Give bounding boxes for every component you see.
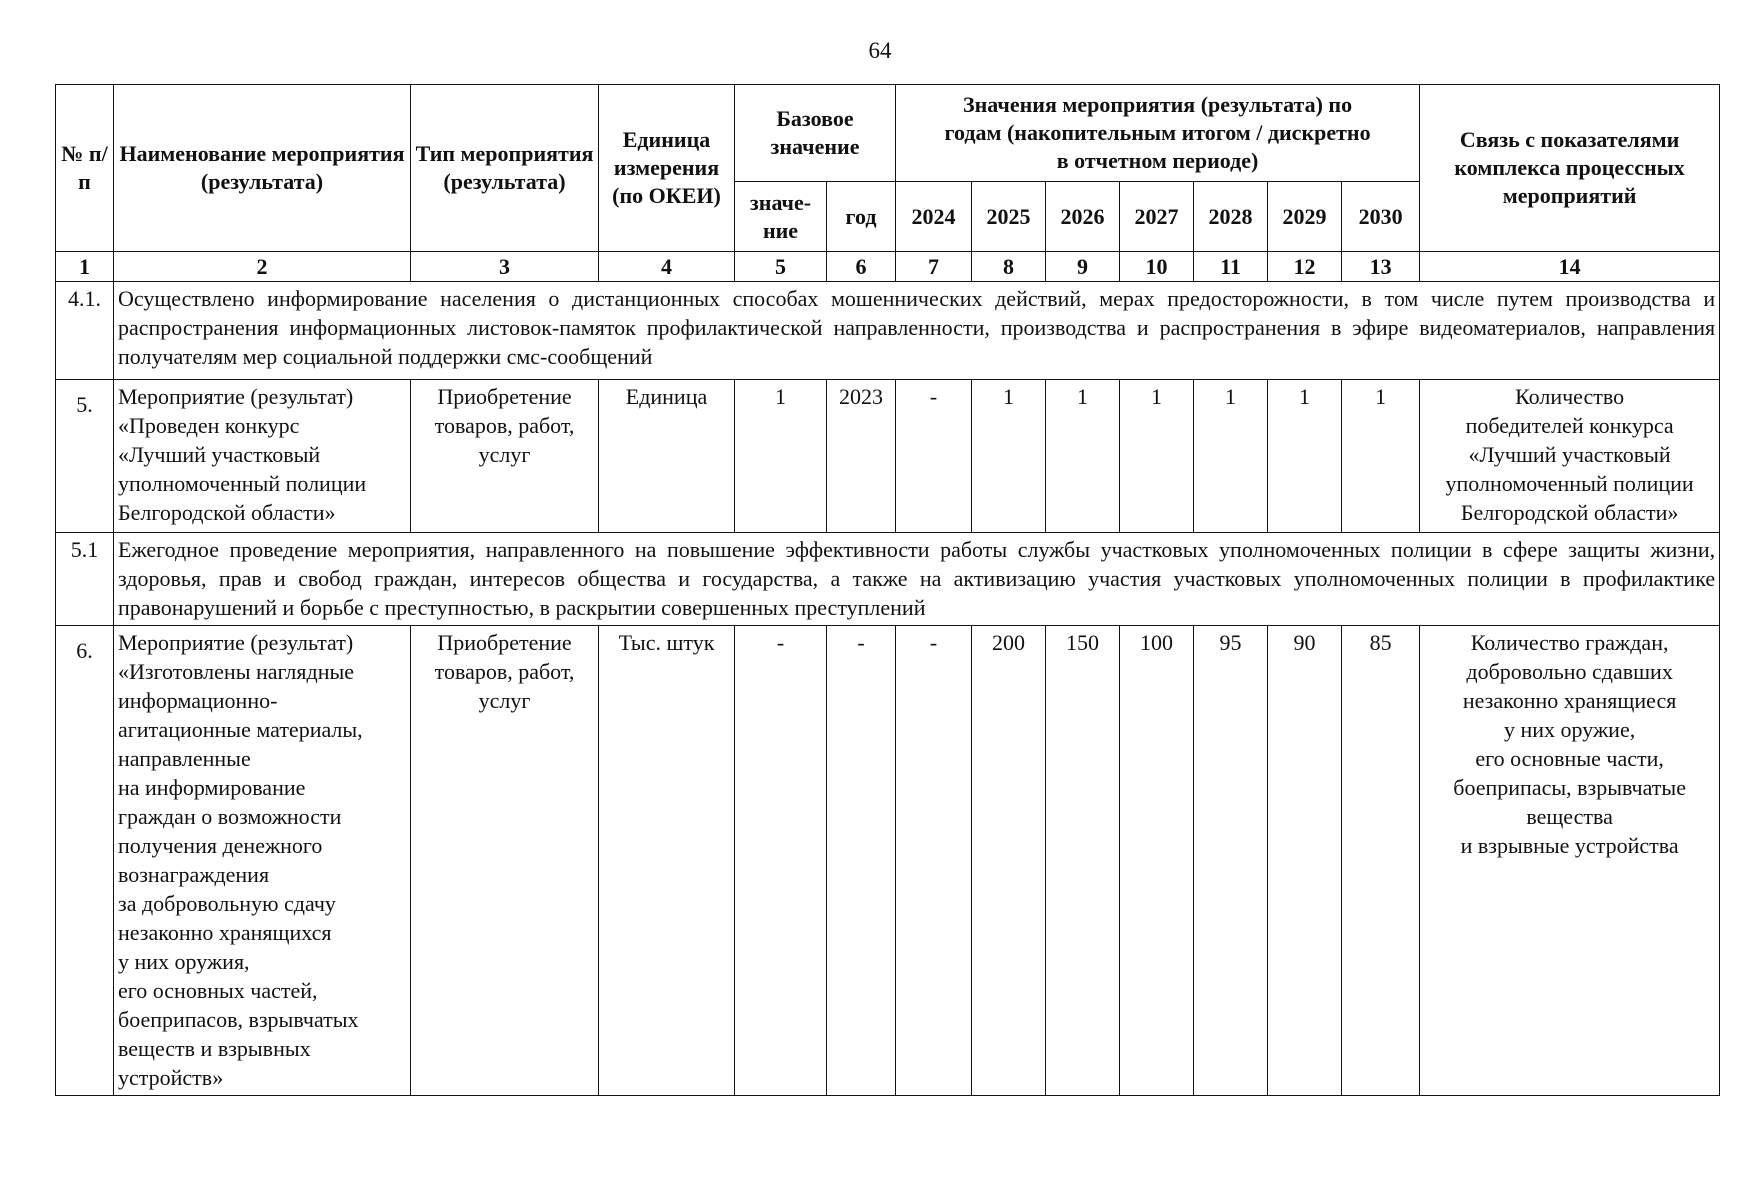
section-num: 5.1 — [56, 533, 114, 626]
section-text: Ежегодное проведение мероприятия, направленного на повышение эффективности работы службы участковых уполномоченных полиции в сфере защиты жизни, здоровья, прав и свобод граждан, интересов общества и государства, а также на активизацию участия участковых уполномоченных полиции в профилактике правонарушений и борьбе с преступностью, в раскрытии совершенных преступлений — [114, 533, 1720, 626]
row-link: Количество граждан, добровольно сдавших незаконно хранящиеся у них оружие, его основные части, боеприпасы, взрывчатые вещества и взрывные устройства — [1420, 626, 1720, 1096]
row-value: 1 — [1120, 380, 1194, 533]
row-base-value: 1 — [735, 380, 827, 533]
row-name: Мероприятие (результат) «Изготовлены наглядные информационно- агитационные материалы, направленные на информирование граждан о возможности получения денежного вознаграждения за добровольную сдачу незаконно хранящихся у них оружия, его основных частей, боеприпасов, взрывчатых веществ и взрывных устройств» — [114, 626, 411, 1096]
section-row — [56, 282, 1720, 380]
row-value: 1 — [1268, 380, 1342, 533]
row-num: 6. — [56, 626, 114, 1096]
row-value: 200 — [972, 626, 1046, 1096]
column-number: 3 — [411, 252, 599, 282]
row-value: 95 — [1194, 626, 1268, 1096]
row-type: Приобретение товаров, работ, услуг — [411, 626, 599, 1096]
column-number: 11 — [1194, 252, 1268, 282]
column-number: 10 — [1120, 252, 1194, 282]
row-base-year: 2023 — [827, 380, 896, 533]
column-number: 13 — [1342, 252, 1420, 282]
section-text: Осуществлено информирование населения о дистанционных способах мошеннических действий, мерах предосторожности, в том числе путем производства и распространения информационных листовок-памяток профилактической направленности, производства и распространения в эфире видеоматериалов, направления получателям мер социальной поддержки смс-сообщений — [114, 282, 1720, 380]
page-number: 64 — [868, 38, 892, 63]
row-type: Приобретение товаров, работ, услуг — [411, 380, 599, 533]
column-number: 5 — [735, 252, 827, 282]
row-value: - — [896, 626, 972, 1096]
column-number: 12 — [1268, 252, 1342, 282]
header-year: 2024 — [896, 182, 972, 252]
row-value: 1 — [1342, 380, 1420, 533]
table-row — [56, 626, 1720, 1096]
row-unit: Единица — [599, 380, 735, 533]
column-number: 9 — [1046, 252, 1120, 282]
column-number: 8 — [972, 252, 1046, 282]
header-year: 2025 — [972, 182, 1046, 252]
header-year: 2027 — [1120, 182, 1194, 252]
row-value: 1 — [1194, 380, 1268, 533]
column-number: 6 — [827, 252, 896, 282]
column-number: 1 — [56, 252, 114, 282]
header-name: Наименование мероприятия (результата) — [114, 85, 411, 252]
row-value: 150 — [1046, 626, 1120, 1096]
header-year: 2028 — [1194, 182, 1268, 252]
header-type: Тип мероприятия (результата) — [411, 85, 599, 252]
row-link: Количество победителей конкурса «Лучший участковый уполномоченный полиции Белгородской области» — [1420, 380, 1720, 533]
row-value: 1 — [972, 380, 1046, 533]
column-number: 2 — [114, 252, 411, 282]
row-base-year: - — [827, 626, 896, 1096]
header-unit: Единица измерения (по ОКЕИ) — [599, 85, 735, 252]
column-number-row — [56, 252, 1720, 282]
row-base-value: - — [735, 626, 827, 1096]
row-value: 1 — [1046, 380, 1120, 533]
row-num: 5. — [56, 380, 114, 533]
header-base: Базовое значение — [735, 85, 896, 182]
header-year: 2029 — [1268, 182, 1342, 252]
column-number: 14 — [1420, 252, 1720, 282]
column-number: 4 — [599, 252, 735, 282]
row-value: - — [896, 380, 972, 533]
header-year: 2030 — [1342, 182, 1420, 252]
header-num: № п/п — [56, 85, 114, 252]
section-num: 4.1. — [56, 282, 114, 380]
header-link: Связь с показателями комплекса процессных мероприятий — [1420, 85, 1720, 252]
row-value: 85 — [1342, 626, 1420, 1096]
table-row — [56, 380, 1720, 533]
header-base-value: значе-ние — [735, 182, 827, 252]
row-name: Мероприятие (результат) «Проведен конкурс «Лучший участковый уполномоченный полиции Белгородской области» — [114, 380, 411, 533]
row-value: 100 — [1120, 626, 1194, 1096]
header-values-title: Значения мероприятия (результата) по годам (накопительным итогом / дискретно в отчетном периоде) — [896, 85, 1420, 182]
row-unit: Тыс. штук — [599, 626, 735, 1096]
header-year: 2026 — [1046, 182, 1120, 252]
header-row-1 — [56, 85, 1720, 182]
section-row — [56, 533, 1720, 626]
row-value: 90 — [1268, 626, 1342, 1096]
header-base-year: год — [827, 182, 896, 252]
measures-table — [55, 84, 1720, 1096]
column-number: 7 — [896, 252, 972, 282]
